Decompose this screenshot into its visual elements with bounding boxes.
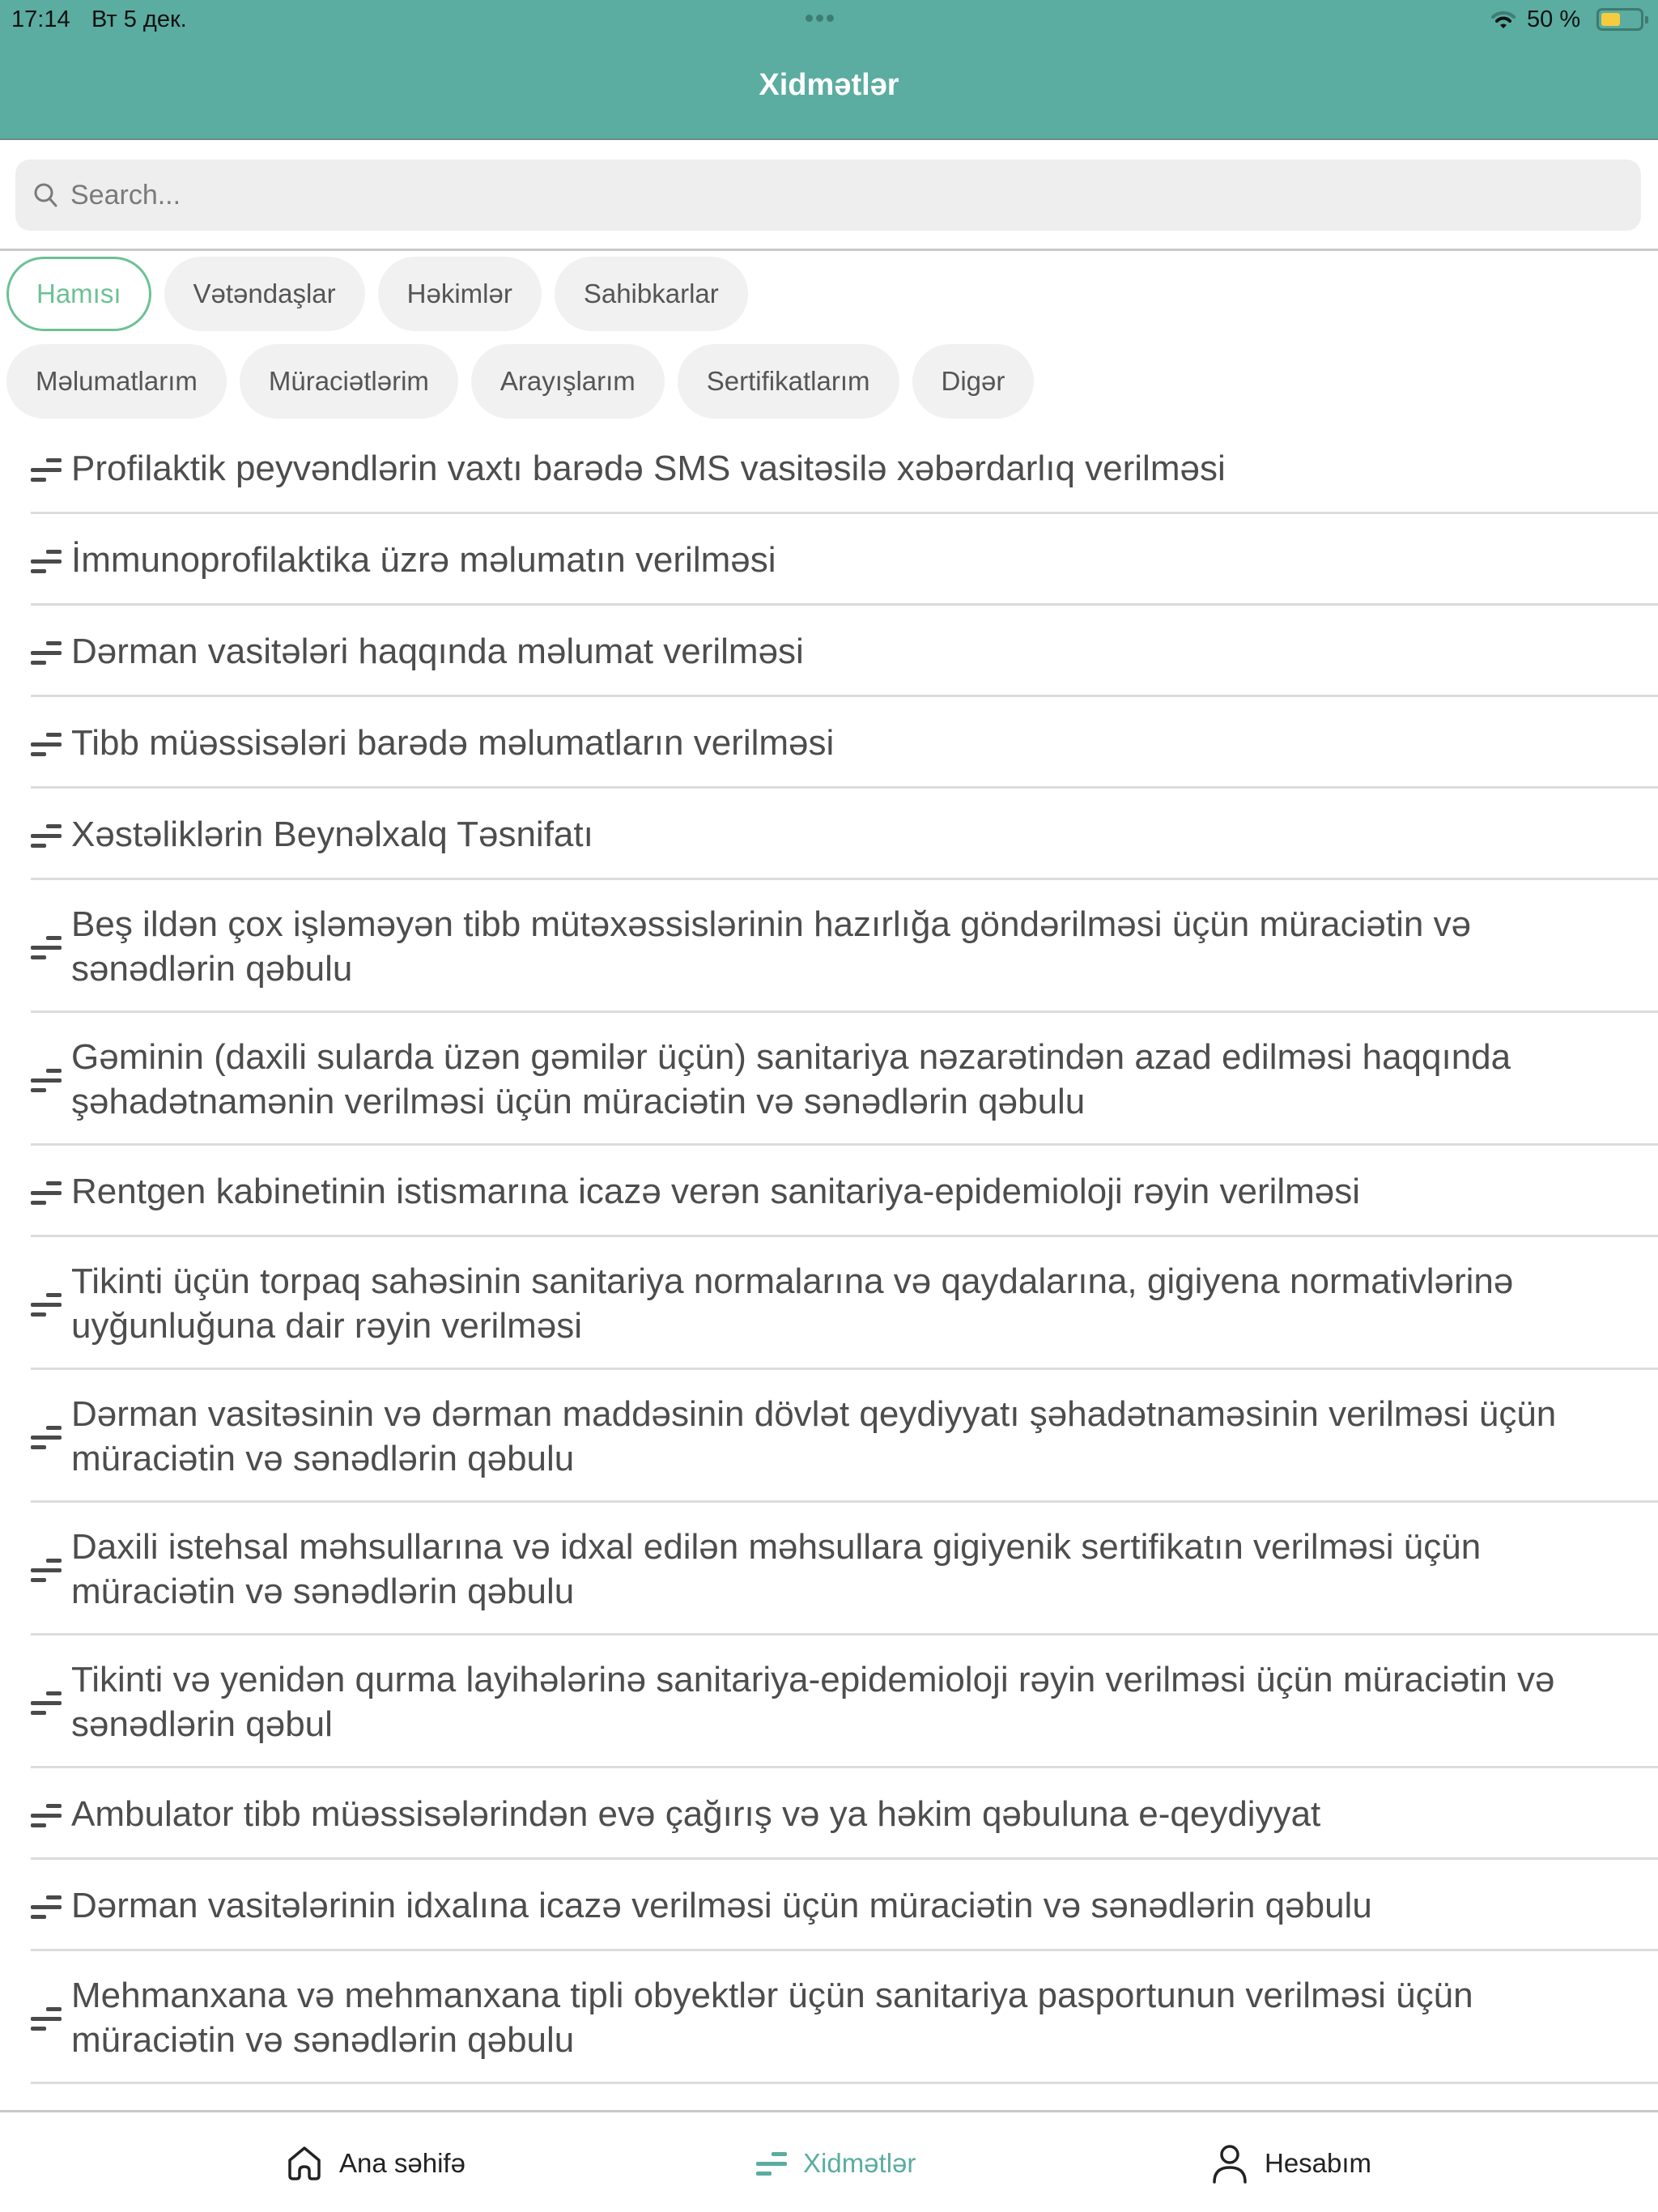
list-item-title: Ambulator tibb müəssisələrindən evə çağırış və ya həkim qəbuluna e-qeydiyyat	[71, 1794, 1321, 1834]
list-item[interactable]	[0, 697, 1658, 789]
page-title: Xidmətlər	[759, 68, 899, 102]
tab-home[interactable]	[286, 2112, 466, 2212]
filter-chip-my-references[interactable]: Arayışlarım	[471, 344, 665, 419]
tab-bar	[0, 2110, 1658, 2212]
list-lines-icon	[31, 730, 62, 757]
list-item[interactable]	[0, 1370, 1658, 1503]
list-item[interactable]	[0, 1237, 1658, 1370]
list-item[interactable]	[0, 1146, 1658, 1237]
filter-chip-entrepreneurs[interactable]: Sahibkarlar	[555, 257, 748, 331]
list-lines-icon	[31, 1066, 62, 1093]
battery-level	[1601, 13, 1620, 26]
tab-account[interactable]	[1211, 2112, 1371, 2212]
list-item[interactable]	[0, 1768, 1658, 1860]
list-item-title: Dərman vasitələrinin idxalına icazə verilməsi üçün müraciətin və sənədlərin qəbulu	[71, 1886, 1372, 1925]
filter-chip-other[interactable]: Digər	[912, 344, 1035, 419]
list-item[interactable]	[0, 1013, 1658, 1146]
list-item-title: Tibb müəssisələri barədə məlumatların verilməsi	[71, 723, 835, 763]
home-icon	[286, 2145, 323, 2182]
list-item[interactable]	[0, 514, 1658, 606]
list-item-title: Dərman vasitəsinin və dərman maddəsinin dövlət qeydiyyatı şəhadətnaməsinin verilməsi üçün müraciətin və sənədlərin qəbulu	[71, 1394, 1557, 1478]
tab-services[interactable]	[756, 2112, 916, 2212]
list-lines-icon	[31, 1290, 62, 1317]
tab-home-label: Ana səhifə	[339, 2148, 466, 2178]
list-lines-icon	[31, 547, 62, 574]
filter-chip-my-applications[interactable]: Müraciətlərim	[240, 344, 458, 419]
battery-icon	[1596, 8, 1643, 31]
list-item-title: Rentgen kabinetinin istismarına icazə verən sanitariya-epidemioloji rəyin verilməsi	[71, 1172, 1361, 1211]
status-time: 17:14	[11, 6, 70, 32]
list-item-title: Beş ildən çox işləməyən tibb mütəxəssislərinin hazırlığa göndərilməsi üçün müraciətin və sənədlərin qəbulu	[71, 904, 1472, 989]
status-date: Вт 5 дек.	[91, 6, 187, 32]
list-item[interactable]	[0, 1636, 1658, 1768]
filter-chip-my-certificates[interactable]: Sertifikatlarım	[678, 344, 899, 419]
list-lines-icon	[31, 1801, 62, 1828]
list-item[interactable]	[0, 1860, 1658, 1951]
list-item[interactable]	[0, 423, 1658, 514]
filter-chip-my-info[interactable]: Məlumatlarım	[6, 344, 227, 419]
services-list	[0, 423, 1658, 2084]
list-lines-icon	[31, 1178, 62, 1206]
list-item-title: Dərman vasitələri haqqında məlumat verilməsi	[71, 632, 804, 671]
list-item[interactable]	[0, 1503, 1658, 1636]
filter-row-2	[6, 344, 1650, 419]
filter-chip-citizens[interactable]: Vətəndaşlar	[164, 257, 365, 331]
list-lines-icon	[31, 1423, 62, 1450]
wifi-icon	[1491, 10, 1516, 29]
list-lines-icon	[31, 821, 62, 849]
search-input[interactable]	[70, 180, 1609, 211]
list-lines-icon	[31, 455, 62, 483]
list-item-title: Tikinti və yenidən qurma layihələrinə sanitariya-epidemioloji rəyin verilməsi üçün müraciətin və sənədlərin qəbul	[71, 1660, 1555, 1744]
user-icon	[1211, 2143, 1248, 2184]
list-lines-icon	[31, 1688, 62, 1716]
list-item-title: Gəminin (daxili sularda üzən gəmilər üçün) sanitariya nəzarətindən azad edilməsi haqqında şəhadətnamənin verilməsi üçün müraciətin və sənədlərin qəbulu	[71, 1037, 1511, 1121]
list-item-title: Tikinti üçün torpaq sahəsinin sanitariya normalarına və qaydalarına, gigiyena normativlərinə uyğunluğuna dair rəyin verilməsi	[71, 1261, 1514, 1346]
list-item-title: Daxili istehsal məhsullarına və idxal edilən məhsullara gigiyenik sertifikatın verilməsi üçün müraciətin və sənədlərin qəbulu	[71, 1527, 1482, 1611]
search-bar[interactable]	[15, 160, 1641, 231]
status-bar	[0, 0, 1658, 39]
list-item-title: Mehmanxana və mehmanxana tipli obyektlər üçün sanitariya pasportunun verilməsi üçün müraciətin və sənədlərin qəbulu	[71, 1976, 1473, 2060]
filter-chip-doctors[interactable]: Həkimlər	[378, 257, 542, 331]
list-lines-icon	[31, 2004, 62, 2031]
list-item[interactable]	[0, 880, 1658, 1013]
list-lines-icon	[31, 1892, 62, 1920]
list-lines-icon	[756, 2151, 787, 2176]
list-item-title: Profilaktik peyvəndlərin vaxtı barədə SMS vasitəsilə xəbərdarlıq verilməsi	[71, 449, 1226, 488]
filter-chip-all[interactable]: Hamısı	[6, 257, 151, 331]
list-item-title: Xəstəliklərin Beynəlxalq Təsnifatı	[71, 815, 593, 854]
list-item[interactable]	[0, 789, 1658, 880]
list-lines-icon	[31, 933, 62, 960]
divider	[0, 249, 1658, 251]
list-lines-icon	[31, 1555, 62, 1583]
list-item[interactable]	[0, 1951, 1658, 2084]
multitask-dots-icon[interactable]	[806, 15, 834, 22]
battery-percent: 50 %	[1527, 6, 1581, 32]
list-lines-icon	[31, 638, 62, 666]
filter-row-1	[6, 257, 1650, 331]
tab-services-label: Xidmətlər	[803, 2148, 916, 2178]
filter-chips	[6, 257, 1650, 432]
list-item-title: İmmunoprofilaktika üzrə məlumatın verilməsi	[71, 540, 776, 580]
search-icon	[30, 179, 62, 211]
list-item[interactable]	[0, 606, 1658, 697]
tab-account-label: Hesabım	[1265, 2148, 1372, 2178]
app-header	[0, 0, 1658, 140]
